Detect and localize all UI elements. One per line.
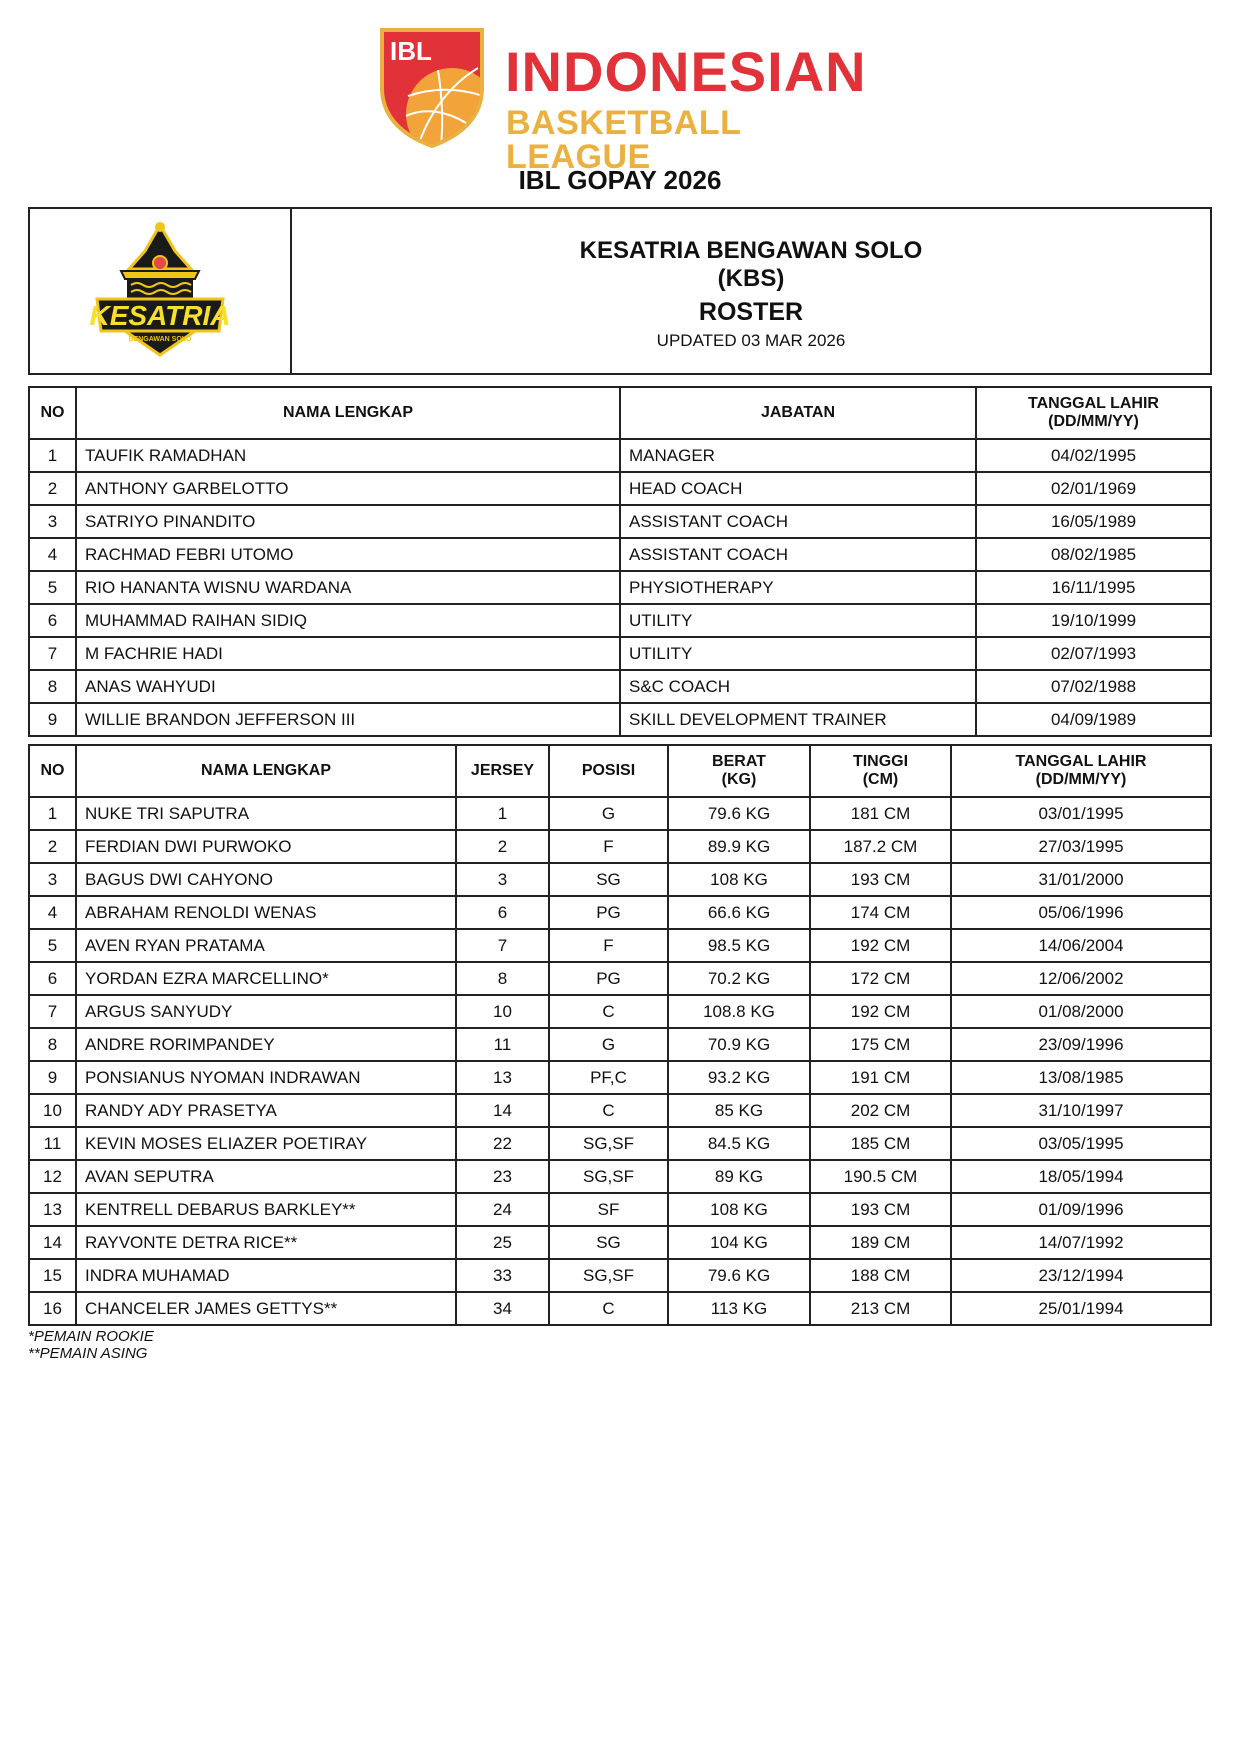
table-row (29, 571, 1211, 604)
cell-no: 4 (29, 896, 76, 929)
team-header-box (28, 207, 1212, 375)
footnotes (28, 1328, 154, 1362)
ibl-logo-line1: INDONESIAN (505, 40, 867, 103)
cell-name: KEVIN MOSES ELIAZER POETIRAY (76, 1127, 456, 1160)
cell-dob: 18/05/1994 (951, 1160, 1211, 1193)
cell-no: 2 (29, 830, 76, 863)
cell-name: FERDIAN DWI PURWOKO (76, 830, 456, 863)
col-name: NAMA LENGKAP (76, 745, 456, 797)
cell-name: AVAN SEPUTRA (76, 1160, 456, 1193)
table-row (29, 1028, 1211, 1061)
col-dob: TANGGAL LAHIR (DD/MM/YY) (976, 387, 1211, 439)
cell-weight: 79.6 KG (668, 1259, 810, 1292)
cell-jersey: 22 (456, 1127, 549, 1160)
cell-jersey: 24 (456, 1193, 549, 1226)
cell-dob: 19/10/1999 (976, 604, 1211, 637)
cell-weight: 108 KG (668, 863, 810, 896)
cell-jersey: 13 (456, 1061, 549, 1094)
cell-dob: 01/09/1996 (951, 1193, 1211, 1226)
cell-role: PHYSIOTHERAPY (620, 571, 976, 604)
cell-jersey: 14 (456, 1094, 549, 1127)
table-row (29, 505, 1211, 538)
cell-name: ANTHONY GARBELOTTO (76, 472, 620, 505)
cell-name: RANDY ADY PRASETYA (76, 1094, 456, 1127)
cell-height: 202 CM (810, 1094, 951, 1127)
cell-dob: 31/01/2000 (951, 863, 1211, 896)
cell-dob: 05/06/1996 (951, 896, 1211, 929)
table-row (29, 604, 1211, 637)
cell-dob: 02/01/1969 (976, 472, 1211, 505)
cell-no: 7 (29, 995, 76, 1028)
table-row (29, 538, 1211, 571)
cell-weight: 85 KG (668, 1094, 810, 1127)
table-row (29, 1127, 1211, 1160)
col-name: NAMA LENGKAP (76, 387, 620, 439)
cell-height: 192 CM (810, 995, 951, 1028)
team-logo-cell (30, 209, 292, 373)
cell-dob: 16/05/1989 (976, 505, 1211, 538)
cell-jersey: 3 (456, 863, 549, 896)
cell-position: SG,SF (549, 1160, 668, 1193)
cell-role: UTILITY (620, 637, 976, 670)
cell-position: C (549, 1292, 668, 1325)
svg-text:IBL: IBL (390, 36, 432, 66)
cell-name: PONSIANUS NYOMAN INDRAWAN (76, 1061, 456, 1094)
cell-name: RIO HANANTA WISNU WARDANA (76, 571, 620, 604)
cell-name: KENTRELL DEBARUS BARKLEY** (76, 1193, 456, 1226)
cell-dob: 03/05/1995 (951, 1127, 1211, 1160)
cell-height: 192 CM (810, 929, 951, 962)
cell-height: 172 CM (810, 962, 951, 995)
cell-position: G (549, 1028, 668, 1061)
col-no: NO (29, 387, 76, 439)
cell-height: 174 CM (810, 896, 951, 929)
table-row (29, 1226, 1211, 1259)
table-row (29, 1259, 1211, 1292)
cell-dob: 27/03/1995 (951, 830, 1211, 863)
cell-name: TAUFIK RAMADHAN (76, 439, 620, 472)
cell-weight: 89.9 KG (668, 830, 810, 863)
ibl-logo-line2: BASKETBALL LEAGUE (506, 104, 741, 176)
roster-label: ROSTER (698, 298, 804, 326)
table-row (29, 1292, 1211, 1325)
table-row (29, 1061, 1211, 1094)
cell-jersey: 25 (456, 1226, 549, 1259)
cell-no: 5 (29, 929, 76, 962)
cell-name: MUHAMMAD RAIHAN SIDIQ (76, 604, 620, 637)
cell-jersey: 7 (456, 929, 549, 962)
cell-no: 6 (29, 604, 76, 637)
team-abbreviation: (KBS) (717, 265, 785, 292)
footnote-rookie: *PEMAIN ROOKIE (28, 1328, 154, 1345)
col-weight: BERAT (KG) (668, 745, 810, 797)
cell-no: 5 (29, 571, 76, 604)
table-row (29, 830, 1211, 863)
cell-position: F (549, 929, 668, 962)
table-row (29, 1160, 1211, 1193)
cell-weight: 79.6 KG (668, 797, 810, 830)
cell-dob: 14/06/2004 (951, 929, 1211, 962)
cell-height: 193 CM (810, 863, 951, 896)
cell-role: ASSISTANT COACH (620, 505, 976, 538)
cell-role: SKILL DEVELOPMENT TRAINER (620, 703, 976, 736)
cell-weight: 108.8 KG (668, 995, 810, 1028)
cell-dob: 04/09/1989 (976, 703, 1211, 736)
cell-weight: 84.5 KG (668, 1127, 810, 1160)
cell-dob: 08/02/1985 (976, 538, 1211, 571)
cell-jersey: 23 (456, 1160, 549, 1193)
cell-no: 3 (29, 863, 76, 896)
cell-name: ABRAHAM RENOLDI WENAS (76, 896, 456, 929)
svg-text:KESATRIA: KESATRIA (89, 300, 231, 331)
table-row (29, 995, 1211, 1028)
cell-name: INDRA MUHAMAD (76, 1259, 456, 1292)
cell-height: 187.2 CM (810, 830, 951, 863)
cell-jersey: 2 (456, 830, 549, 863)
updated-date: UPDATED 03 MAR 2026 (656, 331, 846, 350)
cell-dob: 13/08/1985 (951, 1061, 1211, 1094)
cell-dob: 12/06/2002 (951, 962, 1211, 995)
cell-no: 8 (29, 670, 76, 703)
col-dob: TANGGAL LAHIR (DD/MM/YY) (951, 745, 1211, 797)
cell-position: PG (549, 896, 668, 929)
cell-position: PG (549, 962, 668, 995)
player-table-header (29, 745, 1211, 797)
cell-position: C (549, 1094, 668, 1127)
cell-name: ANDRE RORIMPANDEY (76, 1028, 456, 1061)
cell-name: YORDAN EZRA MARCELLINO* (76, 962, 456, 995)
cell-weight: 89 KG (668, 1160, 810, 1193)
cell-weight: 98.5 KG (668, 929, 810, 962)
col-position: POSISI (549, 745, 668, 797)
cell-role: HEAD COACH (620, 472, 976, 505)
svg-text:BENGAWAN SOLO: BENGAWAN SOLO (128, 336, 192, 343)
cell-weight: 70.9 KG (668, 1028, 810, 1061)
cell-name: ARGUS SANYUDY (76, 995, 456, 1028)
cell-jersey: 8 (456, 962, 549, 995)
cell-jersey: 34 (456, 1292, 549, 1325)
table-row (29, 637, 1211, 670)
cell-dob: 04/02/1995 (976, 439, 1211, 472)
cell-name: AVEN RYAN PRATAMA (76, 929, 456, 962)
cell-no: 11 (29, 1127, 76, 1160)
cell-name: ANAS WAHYUDI (76, 670, 620, 703)
cell-height: 189 CM (810, 1226, 951, 1259)
cell-no: 1 (29, 439, 76, 472)
cell-dob: 16/11/1995 (976, 571, 1211, 604)
cell-no: 10 (29, 1094, 76, 1127)
col-jersey: JERSEY (456, 745, 549, 797)
cell-position: SG (549, 863, 668, 896)
cell-height: 213 CM (810, 1292, 951, 1325)
cell-no: 16 (29, 1292, 76, 1325)
cell-dob: 23/09/1996 (951, 1028, 1211, 1061)
cell-jersey: 10 (456, 995, 549, 1028)
table-row (29, 703, 1211, 736)
cell-jersey: 1 (456, 797, 549, 830)
cell-role: S&C COACH (620, 670, 976, 703)
cell-position: SG,SF (549, 1127, 668, 1160)
cell-no: 9 (29, 703, 76, 736)
cell-position: SF (549, 1193, 668, 1226)
cell-no: 4 (29, 538, 76, 571)
cell-no: 3 (29, 505, 76, 538)
cell-weight: 66.6 KG (668, 896, 810, 929)
cell-weight: 108 KG (668, 1193, 810, 1226)
table-row (29, 929, 1211, 962)
cell-name: BAGUS DWI CAHYONO (76, 863, 456, 896)
table-row (29, 472, 1211, 505)
staff-table-header (29, 387, 1211, 439)
cell-name: RAYVONTE DETRA RICE** (76, 1226, 456, 1259)
cell-weight: 104 KG (668, 1226, 810, 1259)
cell-name: CHANCELER JAMES GETTYS** (76, 1292, 456, 1325)
table-row (29, 670, 1211, 703)
cell-dob: 14/07/1992 (951, 1226, 1211, 1259)
cell-no: 1 (29, 797, 76, 830)
kesatria-team-logo-icon (85, 221, 235, 361)
cell-position: G (549, 797, 668, 830)
cell-position: PF,C (549, 1061, 668, 1094)
cell-height: 188 CM (810, 1259, 951, 1292)
cell-role: ASSISTANT COACH (620, 538, 976, 571)
cell-no: 12 (29, 1160, 76, 1193)
cell-position: F (549, 830, 668, 863)
cell-name: NUKE TRI SAPUTRA (76, 797, 456, 830)
cell-name: RACHMAD FEBRI UTOMO (76, 538, 620, 571)
cell-dob: 01/08/2000 (951, 995, 1211, 1028)
cell-no: 14 (29, 1226, 76, 1259)
cell-position: SG,SF (549, 1259, 668, 1292)
cell-no: 8 (29, 1028, 76, 1061)
cell-dob: 02/07/1993 (976, 637, 1211, 670)
cell-height: 193 CM (810, 1193, 951, 1226)
cell-name: WILLIE BRANDON JEFFERSON III (76, 703, 620, 736)
cell-weight: 93.2 KG (668, 1061, 810, 1094)
cell-height: 181 CM (810, 797, 951, 830)
cell-weight: 113 KG (668, 1292, 810, 1325)
cell-jersey: 6 (456, 896, 549, 929)
cell-no: 2 (29, 472, 76, 505)
cell-dob: 03/01/1995 (951, 797, 1211, 830)
cell-height: 190.5 CM (810, 1160, 951, 1193)
cell-jersey: 11 (456, 1028, 549, 1061)
cell-height: 175 CM (810, 1028, 951, 1061)
cell-name: M FACHRIE HADI (76, 637, 620, 670)
ibl-shield-basketball-icon (378, 26, 486, 148)
staff-table (28, 386, 1212, 737)
player-table (28, 744, 1212, 1326)
cell-role: UTILITY (620, 604, 976, 637)
cell-no: 9 (29, 1061, 76, 1094)
cell-position: SG (549, 1226, 668, 1259)
cell-height: 185 CM (810, 1127, 951, 1160)
ibl-logo (378, 26, 867, 176)
cell-position: C (549, 995, 668, 1028)
table-row (29, 439, 1211, 472)
cell-height: 191 CM (810, 1061, 951, 1094)
cell-dob: 25/01/1994 (951, 1292, 1211, 1325)
footnote-foreign: **PEMAIN ASING (28, 1345, 148, 1362)
cell-jersey: 33 (456, 1259, 549, 1292)
col-height: TINGGI (CM) (810, 745, 951, 797)
cell-weight: 70.2 KG (668, 962, 810, 995)
cell-no: 13 (29, 1193, 76, 1226)
table-row (29, 1193, 1211, 1226)
cell-no: 15 (29, 1259, 76, 1292)
cell-no: 6 (29, 962, 76, 995)
table-row (29, 896, 1211, 929)
team-name: KESATRIA BENGAWAN SOLO (579, 237, 923, 264)
cell-dob: 23/12/1994 (951, 1259, 1211, 1292)
table-row (29, 1094, 1211, 1127)
cell-dob: 31/10/1997 (951, 1094, 1211, 1127)
table-row (29, 863, 1211, 896)
table-row (29, 797, 1211, 830)
col-role: JABATAN (620, 387, 976, 439)
team-info-cell (292, 209, 1210, 373)
col-no: NO (29, 745, 76, 797)
cell-role: MANAGER (620, 439, 976, 472)
table-row (29, 962, 1211, 995)
cell-dob: 07/02/1988 (976, 670, 1211, 703)
cell-name: SATRIYO PINANDITO (76, 505, 620, 538)
season-title: IBL GOPAY 2026 (518, 165, 722, 195)
cell-no: 7 (29, 637, 76, 670)
